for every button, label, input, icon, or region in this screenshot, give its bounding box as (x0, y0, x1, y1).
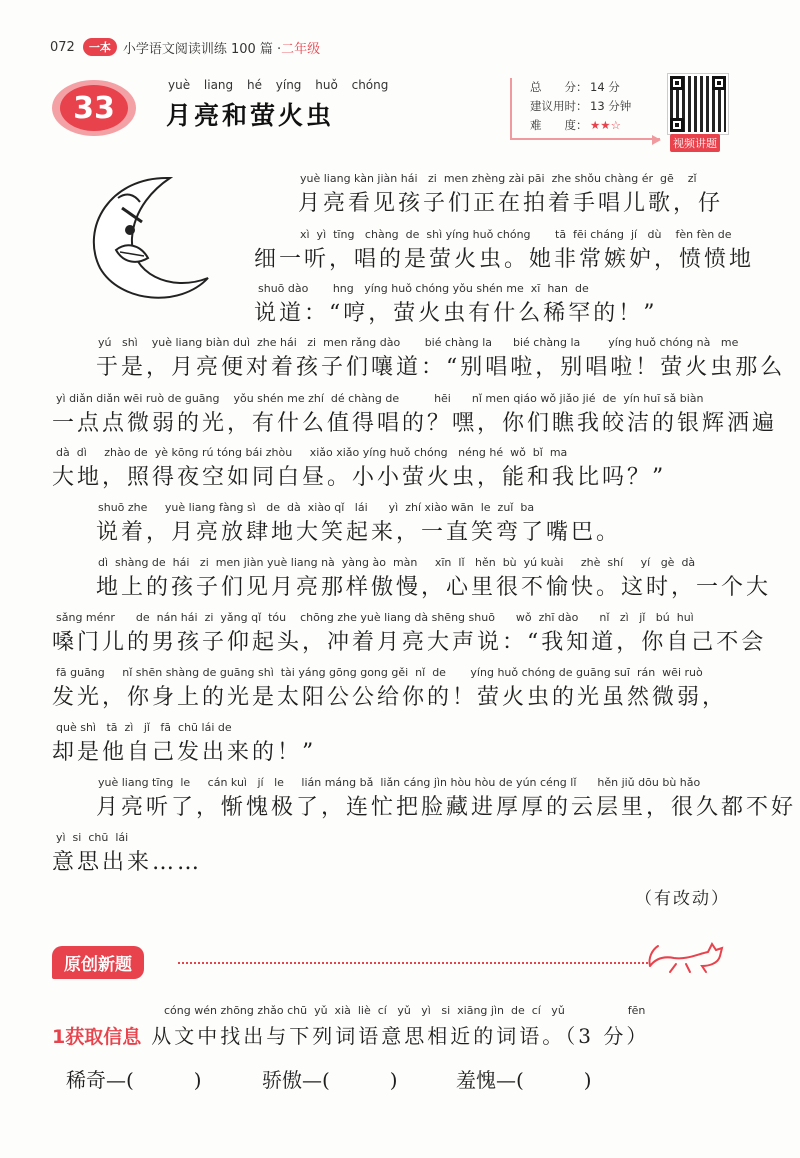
text-line-2: 细一听，唱的是萤火虫。她非常嫉妒，愤愤地 (254, 247, 755, 272)
difficulty-stars: ★★☆ (590, 118, 621, 132)
pinyin-line-6: dà dì zhào de yè kōng rú tóng bái zhòu xiǎo xiǎo yíng huǒ chóng néng hé wǒ bǐ ma (56, 446, 568, 459)
text-line-7: 说着，月亮放肆地大笑起来，一直笑弯了嘴巴。 (96, 520, 622, 545)
text-line-12: 月亮听了，惭愧极了，连忙把脸藏进厚厚的云层里，很久都不好 (96, 795, 797, 820)
text-line-6: 大地，照得夜空如同白昼。小小萤火虫，能和我比吗？” (52, 465, 667, 490)
cat-icon (646, 936, 726, 976)
time-value: 13 分钟 (590, 99, 632, 113)
pinyin-line-2: xì yì tīng chàng de shì yíng huǒ chóng tā fēi cháng jí dù fèn fèn de (300, 228, 732, 241)
text-line-5: 一点点微弱的光，有什么值得唱的？嘿，你们瞧我皎洁的银辉洒遍 (52, 411, 778, 436)
pinyin-line-1: yuè liang kàn jiàn hái zi men zhèng zài pāi zhe shǒu chàng ér gē zǐ (300, 172, 697, 185)
lesson-number-badge (52, 80, 136, 136)
text-line-13: 意思出来…… (52, 850, 203, 875)
text-line-11: 却是他自己发出来的！” (52, 740, 317, 765)
time-label: 建议用时： (530, 99, 588, 113)
text-line-1: 月亮看见孩子们正在拍着手唱儿歌，仔 (298, 191, 724, 216)
source-note: （有改动） (635, 889, 730, 909)
pinyin-line-10: fā guāng nǐ shēn shàng de guāng shì tài yáng gōng gong gěi nǐ de yíng huǒ chóng de guāng suī rán wēi ruò (56, 666, 703, 679)
pinyin-line-12: yuè liang tīng le cán kuì jí le lián máng bǎ liǎn cáng jìn hòu hòu de yún céng lǐ hěn jiǔ dōu bù hǎo (98, 776, 701, 789)
answer-blank-2[interactable]: 骄傲—( ) (262, 1068, 398, 1092)
text-line-8: 地上的孩子们见月亮那样傲慢，心里很不愉快。这时，一个大 (96, 575, 772, 600)
question-number: 1 (52, 1026, 66, 1048)
score-label: 总 分： (530, 80, 588, 94)
pinyin-line-5: yì diǎn diǎn wēi ruò de guāng yǒu shén me zhí dé chàng de hēi nǐ men qiáo wǒ jiǎo jié de yín huī sǎ biàn (56, 392, 704, 405)
question-1 (52, 1020, 649, 1049)
qr-code-icon[interactable] (668, 74, 728, 134)
text-line-10: 发光，你身上的光是太阳公公给你的！萤火虫的光虽然微弱， (52, 685, 728, 710)
pinyin-line-7: shuō zhe yuè liang fàng sì de dà xiào qǐ lái yì zhí xiào wān le zuǐ ba (98, 501, 535, 514)
page-number: 072 (50, 39, 75, 55)
video-explain-label[interactable]: 视频讲题 (670, 134, 720, 152)
question-text: 从文中找出与下列词语意思相近的词语。（3 分） (151, 1024, 650, 1048)
info-box (510, 78, 660, 140)
pinyin-line-13: yì si chū lái (56, 831, 129, 844)
page-header (50, 36, 320, 58)
answer-blank-3[interactable]: 羞愧—( ) (456, 1068, 592, 1092)
pinyin-line-11: què shì tā zì jǐ fā chū lái de (56, 721, 232, 734)
text-line-4: 于是，月亮便对着孩子们嚷道：“别唱啦，别唱啦！萤火虫那么 (96, 355, 786, 380)
title-pinyin: yuè liang hé yíng huǒ chóng (168, 78, 389, 92)
section-title: 原创新题 (52, 946, 144, 979)
pinyin-line-9: sǎng ménr de nán hái zi yǎng qǐ tóu chōng zhe yuè liang dà shēng shuō wǒ zhī dào nǐ zì jǐ bú huì (56, 611, 694, 624)
info-arrow-icon (652, 135, 661, 145)
text-line-9: 嗓门儿的男孩子仰起头，冲着月亮大声说：“我知道，你自己不会 (52, 630, 767, 655)
lesson-title: 月亮和萤火虫 (166, 101, 335, 130)
question-tag: 获取信息 (65, 1026, 142, 1048)
pinyin-line-4: yú shì yuè liang biàn duì zhe hái zi men rǎng dào bié chàng la bié chàng la yíng huǒ chóng nà me (98, 336, 739, 349)
section-divider (178, 962, 648, 964)
answer-blank-1[interactable]: 稀奇—( ) (66, 1068, 202, 1092)
question-pinyin: cóng wén zhōng zhǎo chū yǔ xià liè cí yǔ yì si xiāng jìn de cí yǔ fēn (164, 1004, 646, 1017)
brand-logo: 一本 (83, 38, 117, 56)
difficulty-label: 难 度： (530, 118, 588, 132)
score-value: 14 分 (590, 80, 620, 94)
lesson-number: 33 (60, 85, 128, 131)
grade-label: 二年级 (281, 41, 321, 57)
pinyin-line-8: dì shàng de hái zi men jiàn yuè liang nà yàng ào màn xīn lǐ hěn bù yú kuài zhè shí yí gè dà (98, 556, 696, 569)
crescent-moon-icon (60, 168, 220, 308)
book-title: 小学语文阅读训练 100 篇 · (122, 41, 282, 57)
pinyin-line-3: shuō dào hng yíng huǒ chóng yǒu shén me xī han de (258, 282, 589, 295)
text-line-3: 说道：“哼，萤火虫有什么稀罕的！” (254, 301, 658, 326)
